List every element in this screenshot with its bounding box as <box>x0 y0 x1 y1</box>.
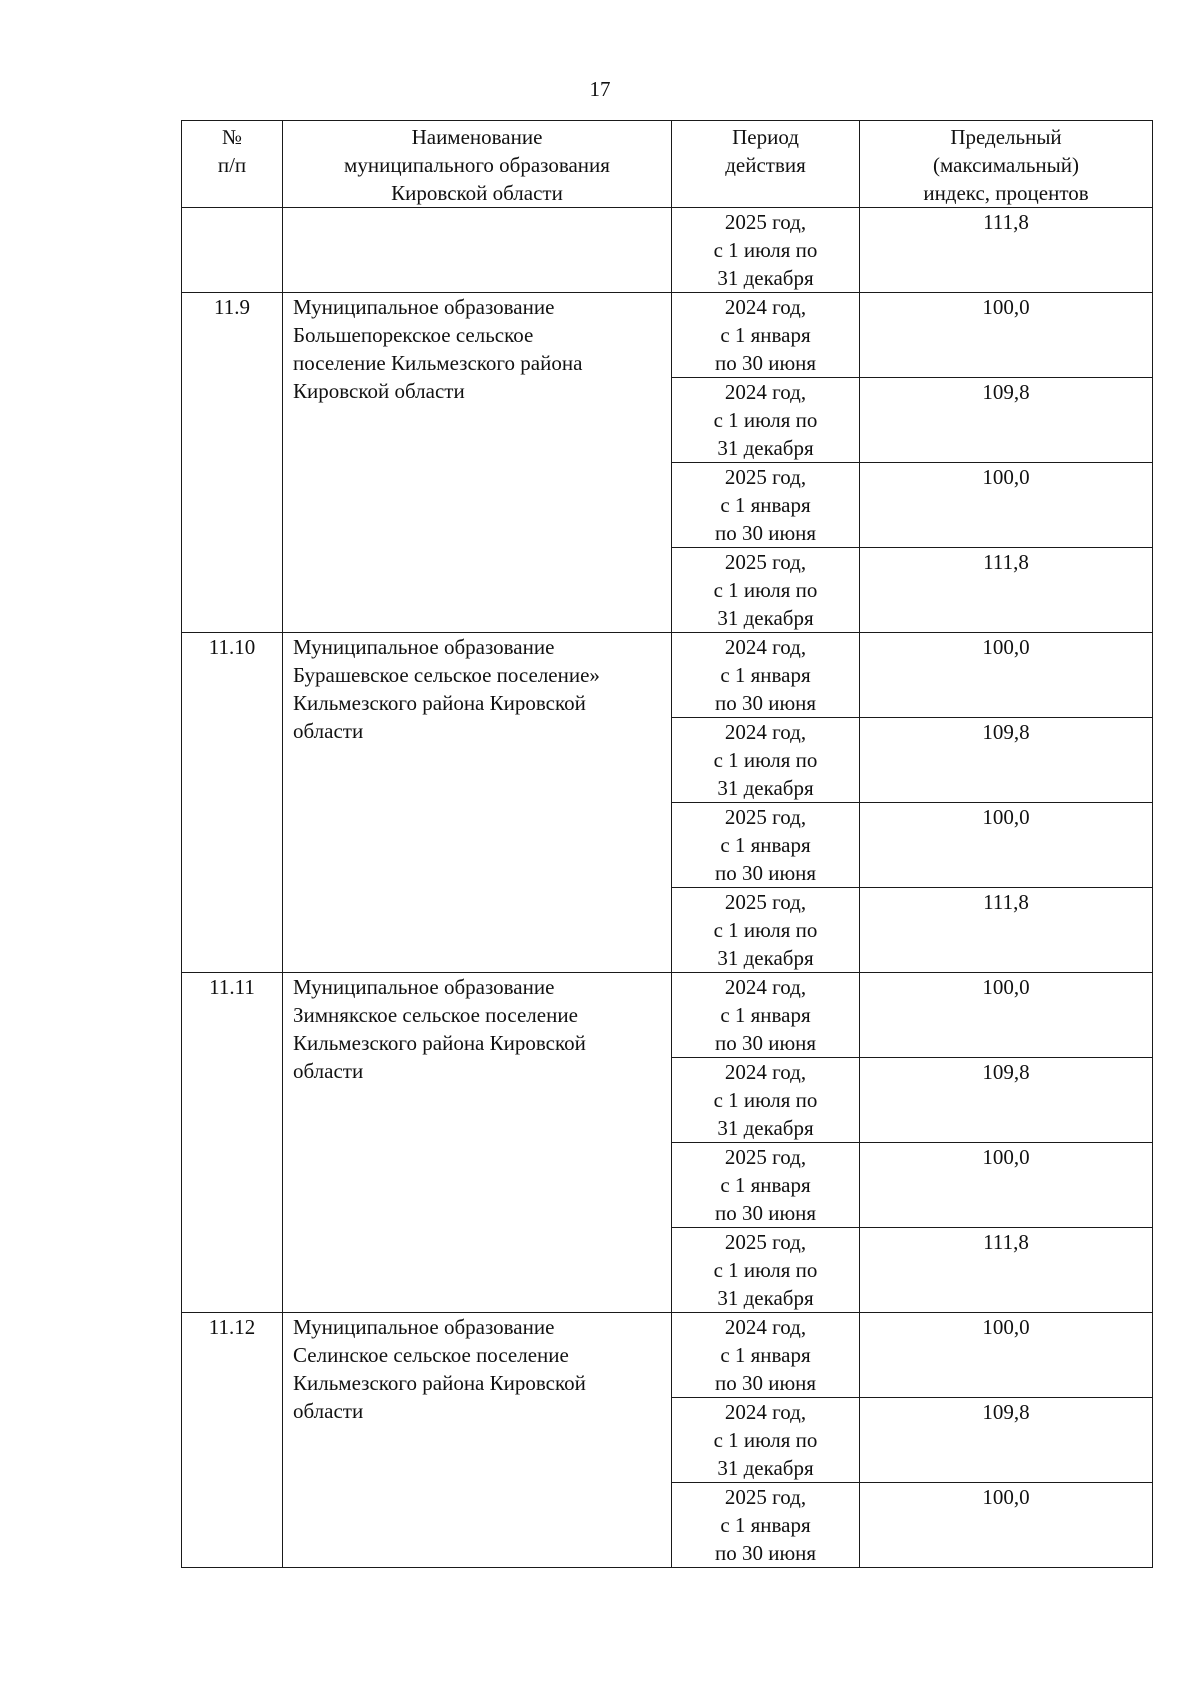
period-line: 2025 год, <box>724 465 807 489</box>
period-cell <box>672 378 860 463</box>
period-cell <box>672 1228 860 1313</box>
table-header-row <box>182 121 1153 208</box>
index-value-cell <box>860 208 1153 293</box>
period-cell <box>672 633 860 718</box>
period-line: с 1 января <box>720 1173 811 1197</box>
period-line: с 1 июля по <box>713 1428 818 1452</box>
period-line: 31 декабря <box>717 606 814 630</box>
table-row <box>182 633 1153 718</box>
period-line: с 1 января <box>720 1513 811 1537</box>
index-value-cell <box>860 293 1153 378</box>
index-value: 109,8 <box>982 1060 1030 1084</box>
period-line: 31 декабря <box>717 946 814 970</box>
row-name-cell <box>283 208 672 293</box>
index-value-cell <box>860 548 1153 633</box>
header-index-line: Предельный <box>950 125 1062 149</box>
row-number-cell <box>182 293 283 633</box>
table-row <box>182 208 1153 293</box>
period-line: 2024 год, <box>724 720 807 744</box>
period-line: с 1 июля по <box>713 1088 818 1112</box>
period-line: 2025 год, <box>724 210 807 234</box>
index-value: 100,0 <box>982 1485 1030 1509</box>
index-value: 100,0 <box>982 1145 1030 1169</box>
period-line: 2024 год, <box>724 1400 807 1424</box>
municipality-name-line: Бурашевское сельское поселение» <box>293 663 600 687</box>
municipality-name-cell <box>283 293 672 633</box>
header-num <box>182 121 283 208</box>
index-value: 100,0 <box>982 805 1030 829</box>
index-value-cell <box>860 1228 1153 1313</box>
period-line: 2024 год, <box>724 975 807 999</box>
period-line: с 1 января <box>720 1343 811 1367</box>
municipality-name-line: Муниципальное образование <box>293 295 555 319</box>
period-cell <box>672 973 860 1058</box>
index-value-cell <box>860 718 1153 803</box>
municipality-name-cell <box>283 1313 672 1568</box>
period-line: с 1 января <box>720 1003 811 1027</box>
period-line: 31 декабря <box>717 776 814 800</box>
row-number: 11.10 <box>208 635 256 659</box>
municipality-name-line: Кировской области <box>293 379 465 403</box>
table-row <box>182 293 1153 378</box>
period-line: 31 декабря <box>717 266 814 290</box>
index-value-cell <box>860 463 1153 548</box>
municipality-name-line: области <box>293 1399 364 1423</box>
period-line: 2024 год, <box>724 295 807 319</box>
period-line: 31 декабря <box>717 1116 814 1140</box>
municipality-name-line: Большепорекское сельское <box>293 323 534 347</box>
period-cell <box>672 1313 860 1398</box>
municipality-name-cell <box>283 973 672 1313</box>
municipality-name-line: поселение Кильмезского района <box>293 351 583 375</box>
period-line: с 1 января <box>720 663 811 687</box>
index-value-cell <box>860 1398 1153 1483</box>
table-row <box>182 1313 1153 1398</box>
index-value-cell <box>860 1143 1153 1228</box>
index-value: 109,8 <box>982 720 1030 744</box>
header-num-line: № <box>221 125 243 149</box>
index-value-cell <box>860 1483 1153 1568</box>
period-line: по 30 июня <box>714 861 817 885</box>
period-line: 2025 год, <box>724 1485 807 1509</box>
header-name-line: Кировской области <box>391 181 563 205</box>
period-cell <box>672 1058 860 1143</box>
row-number-cell <box>182 633 283 973</box>
index-value: 111,8 <box>983 1230 1029 1254</box>
period-line: с 1 июля по <box>713 1258 818 1282</box>
period-cell <box>672 463 860 548</box>
period-line: 2024 год, <box>724 1060 807 1084</box>
period-line: 2024 год, <box>724 380 807 404</box>
municipality-name-line: Муниципальное образование <box>293 1315 555 1339</box>
table-row <box>182 973 1153 1058</box>
header-index <box>860 121 1153 208</box>
header-name-line: муниципального образования <box>344 153 610 177</box>
header-period-line: действия <box>725 153 806 177</box>
index-value: 109,8 <box>982 1400 1030 1424</box>
header-name <box>283 121 672 208</box>
header-name-line: Наименование <box>411 125 543 149</box>
index-value: 111,8 <box>983 210 1029 234</box>
municipality-name-line: Муниципальное образование <box>293 635 555 659</box>
row-number: 11.9 <box>214 295 250 319</box>
municipality-name-line: Кильмезского района Кировской <box>293 1371 586 1395</box>
index-value: 111,8 <box>983 890 1029 914</box>
header-num-line: п/п <box>217 153 247 177</box>
period-line: 31 декабря <box>717 436 814 460</box>
period-line: 2025 год, <box>724 1145 807 1169</box>
municipality-name-line: Кильмезского района Кировской <box>293 691 586 715</box>
municipality-name-line: Селинское сельское поселение <box>293 1343 569 1367</box>
period-line: по 30 июня <box>714 1371 817 1395</box>
index-value: 100,0 <box>982 295 1030 319</box>
period-line: с 1 июля по <box>713 238 818 262</box>
period-line: по 30 июня <box>714 1031 817 1055</box>
index-table <box>181 120 1153 1568</box>
municipality-name-line: Кильмезского района Кировской <box>293 1031 586 1055</box>
municipality-name-line: области <box>293 719 364 743</box>
period-line: 31 декабря <box>717 1456 814 1480</box>
row-number: 11.12 <box>208 1315 256 1339</box>
index-value-cell <box>860 973 1153 1058</box>
period-cell <box>672 1143 860 1228</box>
index-value-cell <box>860 378 1153 463</box>
period-line: 2025 год, <box>724 550 807 574</box>
municipality-name-line: Зимнякское сельское поселение <box>293 1003 578 1027</box>
index-value-cell <box>860 1058 1153 1143</box>
row-number-cell <box>182 208 283 293</box>
page-number: 17 <box>589 77 611 101</box>
municipality-name-cell <box>283 633 672 973</box>
period-cell <box>672 1483 860 1568</box>
period-line: 2025 год, <box>724 1230 807 1254</box>
period-cell <box>672 208 860 293</box>
period-line: с 1 января <box>720 833 811 857</box>
period-line: 2025 год, <box>724 805 807 829</box>
period-line: 31 декабря <box>717 1286 814 1310</box>
period-line: с 1 июля по <box>713 748 818 772</box>
period-line: с 1 июля по <box>713 408 818 432</box>
period-line: по 30 июня <box>714 521 817 545</box>
row-number-cell <box>182 1313 283 1568</box>
period-line: по 30 июня <box>714 1201 817 1225</box>
index-value: 100,0 <box>982 1315 1030 1339</box>
row-number: 11.11 <box>209 975 255 999</box>
period-cell <box>672 293 860 378</box>
index-value-cell <box>860 1313 1153 1398</box>
index-value-cell <box>860 888 1153 973</box>
period-line: 2025 год, <box>724 890 807 914</box>
period-line: 2024 год, <box>724 635 807 659</box>
period-line: 2024 год, <box>724 1315 807 1339</box>
municipality-name-line: Муниципальное образование <box>293 975 555 999</box>
period-cell <box>672 1398 860 1483</box>
period-cell <box>672 548 860 633</box>
period-line: по 30 июня <box>714 351 817 375</box>
period-line: с 1 июля по <box>713 918 818 942</box>
index-value-cell <box>860 633 1153 718</box>
period-line: с 1 января <box>720 493 811 517</box>
period-cell <box>672 803 860 888</box>
header-index-line: (максимальный) <box>933 153 1079 177</box>
header-index-line: индекс, процентов <box>923 181 1089 205</box>
index-value: 109,8 <box>982 380 1030 404</box>
period-line: с 1 июля по <box>713 578 818 602</box>
index-value: 100,0 <box>982 975 1030 999</box>
period-cell <box>672 888 860 973</box>
period-cell <box>672 718 860 803</box>
index-value: 100,0 <box>982 465 1030 489</box>
index-value-cell <box>860 803 1153 888</box>
header-period <box>672 121 860 208</box>
period-line: по 30 июня <box>714 1541 817 1565</box>
index-value: 111,8 <box>983 550 1029 574</box>
header-period-line: Период <box>732 125 799 149</box>
municipality-name-line: области <box>293 1059 364 1083</box>
period-line: по 30 июня <box>714 691 817 715</box>
row-number-cell <box>182 973 283 1313</box>
index-value: 100,0 <box>982 635 1030 659</box>
period-line: с 1 января <box>720 323 811 347</box>
